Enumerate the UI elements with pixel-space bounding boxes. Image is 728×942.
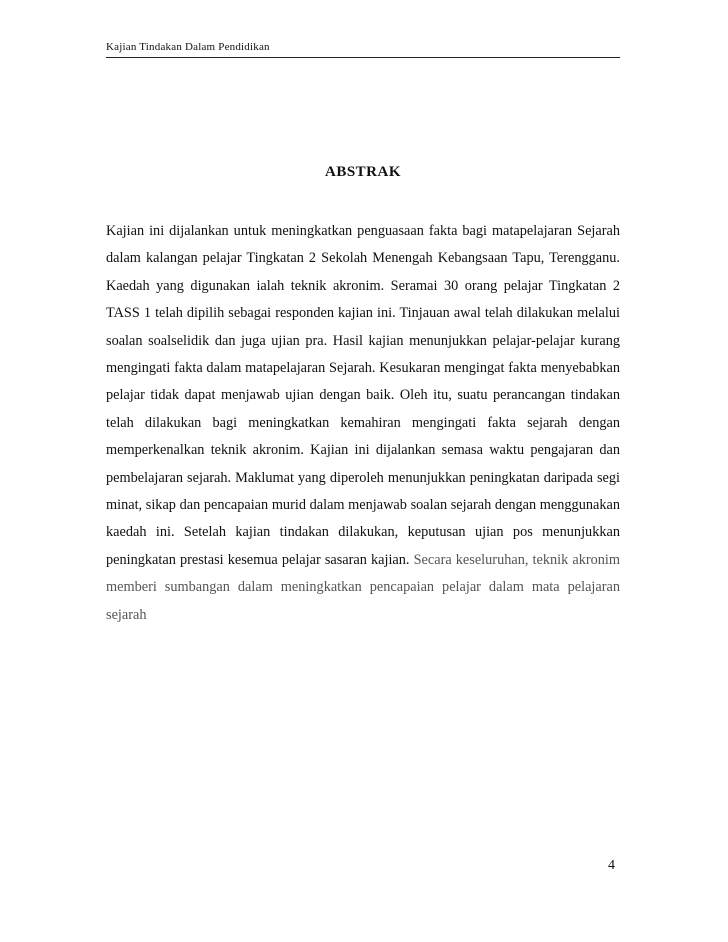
abstract-line: pembelajaran sejarah. Maklumat yang diperoleh menunjukkan peningkatan daripada segi [106,469,620,486]
abstract-line-main: peningkatan prestasi kesemua pelajar sasaran kajian. [106,551,410,568]
abstract-line: memberi sumbangan dalam meningkatkan pencapaian pelajar dalam mata pelajaran [106,579,620,596]
page-number: 4 [608,858,615,873]
abstract-line: mengingati fakta dalam matapelajaran Sejarah. Kesukaran mengingat fakta menyebabkan [106,360,620,377]
abstract-line-last: sejarah [106,606,147,623]
abstract-line-muted: Secara keseluruhan, teknik akronim [413,551,620,568]
abstract-line: dalam kalangan pelajar Tingkatan 2 Sekolah Menengah Kebangsaan Tapu, Terengganu. [106,250,620,267]
page-title: ABSTRAK [324,164,402,180]
abstract-line: minat, sikap dan pencapaian murid dalam menjawab soalan sejarah dengan menggunakan [106,497,620,514]
abstract-line: Kaedah yang digunakan ialah teknik akronim. Seramai 30 orang pelajar Tingkatan 2 [106,277,620,294]
abstract-line: Kajian ini dijalankan untuk meningkatkan penguasaan fakta bagi matapelajaran Sejarah [106,223,620,239]
abstract-line: TASS 1 telah dipilih sebagai responden kajian ini. Tinjauan awal telah dilakukan melalui [106,305,620,322]
abstract-line: memperkenalkan teknik akronim. Kajian ini dijalankan semasa waktu pengajaran dan [106,442,620,459]
abstract-line: kaedah ini. Setelah kajian tindakan dilakukan, keputusan ujian pos menunjukkan [106,524,620,541]
abstract-line: soalan soalselidik dan juga ujian pra. Hasil kajian menunjukkan pelajar-pelajar kurang [106,332,620,349]
running-header [106,41,620,58]
header-text: Kajian Tindakan Dalam Pendidikan [106,41,270,53]
abstract-paragraph [106,218,620,629]
abstract-line [106,547,620,574]
abstract-line: pelajar tidak dapat menjawab ujian dengan baik. Oleh itu, suatu perancangan tindakan [106,387,620,404]
abstract-line: telah dilakukan bagi meningkatkan kemahiran mengingati fakta sejarah dengan [106,414,620,431]
